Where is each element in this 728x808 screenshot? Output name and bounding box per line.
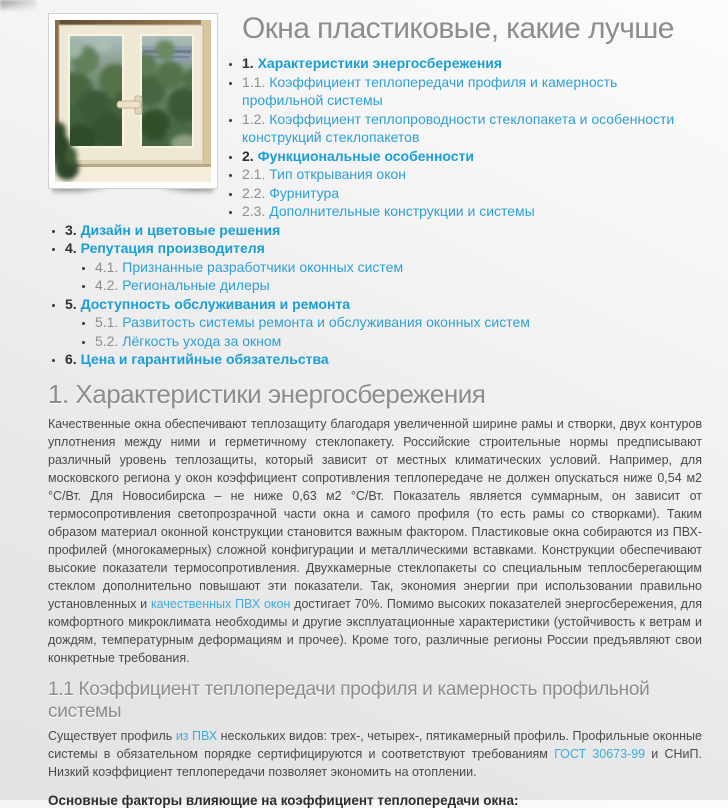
factors-heading: Основные факторы влияющие на коэффициент теплопередачи окна: — [48, 792, 519, 808]
toc-item-5-1 — [95, 313, 702, 332]
toc-item-number: 1.2. — [242, 110, 270, 127]
toc-item-number: 2.1. — [242, 166, 270, 182]
section-1-1-paragraph — [48, 727, 702, 781]
text-run: достигает 70%. Помимо высоких показателей энергосбережения, для комфортного микроклимата необходимы и другие эксплуатационные характеристики (устойчивость к ветрам и дождям, температурным деформациям и прочее). Кроме того, различные регионы России предъявляют свои конкретные требования. — [48, 596, 703, 665]
toc-item-number: 2. — [242, 147, 258, 164]
toc-link[interactable]: Доступность обслуживания и ремонта — [80, 295, 351, 312]
toc-item-5 — [65, 295, 702, 351]
toc-link[interactable]: Тип открывания окон — [269, 166, 407, 182]
toc-item-number: 4.1. — [95, 258, 123, 275]
toc-link[interactable]: Развитость системы ремонта и обслуживания оконных систем — [122, 314, 530, 330]
toc-sublist — [65, 313, 702, 350]
toc-link[interactable]: Характеристики энергосбережения — [257, 55, 503, 71]
toc-sublist — [65, 258, 702, 295]
toc-item-4 — [65, 239, 702, 295]
toc-item-number: 3. — [65, 221, 81, 238]
toc-item-number: 5.2. — [95, 332, 123, 349]
toc-link[interactable]: Дизайн и цветовые решения — [80, 221, 281, 238]
toc-link[interactable]: Функциональные особенности — [257, 147, 475, 164]
toc-item-number: 2.2. — [242, 184, 270, 201]
toc-item-number: 4.2. — [95, 277, 123, 293]
toc-item-6 — [65, 350, 702, 369]
inline-link[interactable]: из ПВХ — [175, 728, 218, 743]
inline-link[interactable]: качественных ПВХ окон — [150, 596, 291, 611]
toc-link[interactable]: Цена и гарантийные обязательства — [80, 351, 329, 367]
text-run: нескольких видов: трех-, четырех-, пятикамерный профиль. Профильные оконные системы в обязательном порядке сертифицируются и соответствуют требованиям — [48, 728, 702, 761]
toc-item-4-1 — [95, 258, 702, 277]
toc-item-5-2 — [95, 332, 702, 351]
toc-item-number: 5. — [65, 295, 81, 312]
toc-link[interactable]: Фурнитура — [269, 184, 340, 201]
section-1-1-heading: 1.1 Коэффициент теплопередачи профиля и камерность профильной системы — [48, 678, 650, 722]
toc-item-3 — [65, 221, 702, 240]
article-photo-frame — [48, 13, 218, 189]
toc-link[interactable]: Репутация производителя — [80, 240, 265, 256]
toc-item-2-3 — [95, 202, 702, 221]
toc-item-number: 6. — [65, 351, 81, 367]
page-title: Окна пластиковые, какие лучше — [242, 12, 674, 45]
section-1-paragraph — [48, 415, 702, 667]
inline-link[interactable]: ГОСТ 30673-99 — [554, 746, 646, 761]
toc-link[interactable]: Коэффициент теплопроводности стеклопакета и особенности конструкций стеклопакетов — [242, 110, 675, 145]
toc-item-number: 4. — [65, 240, 81, 256]
text-run: и СНиП. Низкий коэффициент теплопередачи позволяет экономить на отоплении. — [48, 746, 702, 779]
toc-link[interactable]: Коэффициент теплопередачи профиля и камерность профильной системы — [242, 73, 618, 108]
text-run: Качественные окна обеспечивают теплозащиту благодаря увеличенной ширине рамы и створки, двух контуров уплотнения между ними и герметичному стеклопакету. Российские строительные нормы предписывают различный уровень теплозащиты, который зависит от местных климатических условий. Например, для московского региона у окон коэффициент сопротивления теплопередаче не должен опускаться ниже 0,54 м2 °С/Вт. Для Новосибирска – не ниже 0,63 м2 °С/Вт. Показатель является суммарным, он зависит от термосопротивления светопрозрачной части окна и самого профиля (то есть рамы со створками). Таким образом материал оконной конструкции становится важным фактором. Пластиковые окна собираются из ПВХ-профилей (многокамерных) сложной конфигурации и металлическими вставками. Конструкции обеспечивают высокие показатели термосопротивления. Двухкамерные стеклопакеты со специальным теплосберегающим стеклом дополнительно повышают эти показатели. Так, экономия энергии при использовании правильно установленных и — [48, 416, 702, 611]
toc-item-4-2 — [95, 276, 702, 295]
text-run: Существует профиль — [48, 728, 176, 743]
pvc-window-photo — [55, 20, 211, 182]
toc-item-number: 5.1. — [95, 314, 123, 330]
section-1-heading: 1. Характеристики энергосбережения — [48, 378, 486, 409]
toc-link[interactable]: Региональные дилеры — [122, 277, 270, 293]
toc-link[interactable]: Дополнительные конструкции и системы — [269, 203, 535, 219]
toc-link[interactable]: Лёгкость ухода за окном — [122, 332, 282, 349]
toc-item-number: 2.3. — [242, 203, 270, 219]
toc-item-number: 1. — [242, 55, 258, 71]
toc-link[interactable]: Признанные разработчики оконных систем — [122, 258, 404, 275]
toc-item-number: 1.1. — [242, 73, 270, 90]
